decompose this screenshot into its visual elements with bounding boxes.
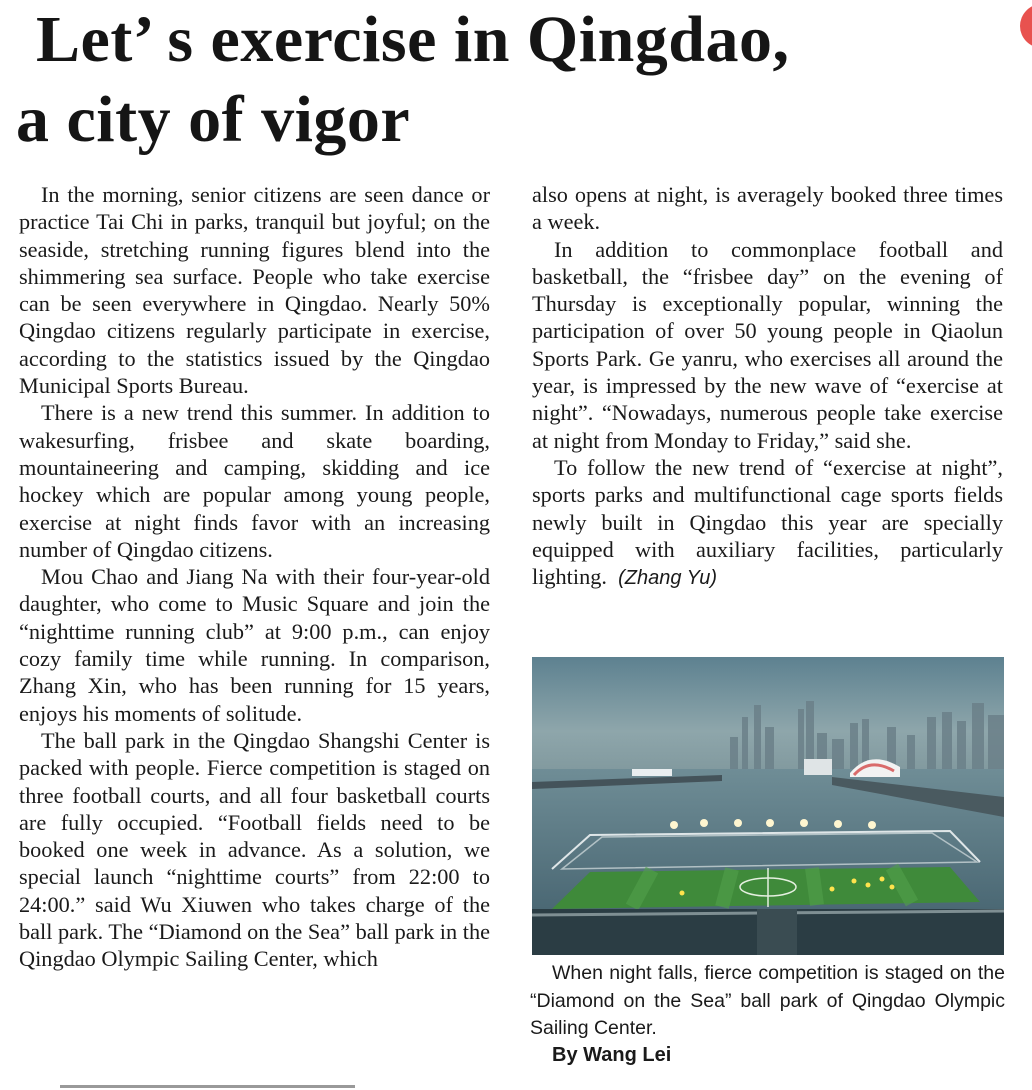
paragraph-follow-trend	[532, 454, 1003, 592]
news-photo	[532, 657, 1004, 955]
pitch	[552, 867, 980, 909]
headline-line-2: a city of vigor	[16, 83, 411, 156]
follow-trend-text: To follow the new trend of “exercise at night”, sports parks and multifunctional cage sports fields newly built in Qingdao this year are specially equipped with auxiliary facilities, particularly lighting.	[532, 454, 1003, 590]
paragraph-morning: In the morning, senior citizens are seen dance or practice Tai Chi in parks, tranquil but joyful; on the seaside, stretching running figures blend into the shimmering sea surface. People who take exercise can be seen everywhere in Qingdao. Nearly 50% Qingdao citizens regularly participate in exercise, according to the statistics issued by the Qingdao Municipal Sports Bureau.	[19, 182, 490, 399]
headline-line-1: Let’ s exercise in Qingdao,	[36, 3, 790, 76]
headline	[16, 0, 1006, 160]
paragraph-continuation: also opens at night, is averagely booked three times a week.	[532, 182, 1003, 235]
article-author: (Zhang Yu)	[618, 567, 718, 590]
article-right-column	[532, 181, 1003, 592]
photo-caption: When night falls, fierce competition is staged on the “Diamond on the Sea” ball park of Qingdao Olympic Sailing Center.	[530, 962, 1005, 1039]
photo-illustration	[532, 657, 1004, 955]
article-left-column	[19, 181, 490, 973]
bottom-rule	[60, 1085, 355, 1088]
photo-credit: By Wang Lei	[552, 1044, 672, 1066]
paragraph-running-club: Mou Chao and Jiang Na with their four-year-old daughter, who come to Music Square and join the “nighttime running club” at 9:00 p.m., can enjoy cozy family time while running. In comparison, Zhang Xin, who has been running for 15 years, enjoys his moments of solitude.	[19, 564, 490, 726]
paragraph-new-trend: There is a new trend this summer. In addition to wakesurfing, frisbee and skate boarding, mountaineering and camping, skidding and ice hockey which are popular among young people, exercise at night finds favor with an increasing number of Qingdao citizens.	[19, 400, 490, 562]
boat	[632, 769, 672, 776]
corner-color-mark	[1020, 4, 1032, 48]
paragraph-frisbee-day: In addition to commonplace football and basketball, the “frisbee day” on the evening of Thursday is exceptionally popular, winning the participation of over 50 young people in Qiaolun Sports Park. Ge yanru, who exercises all around the year, is impressed by the new wave of “exercise at night”. “Nowadays, numerous people take exercise at night from Monday to Friday,” said she.	[532, 236, 1003, 453]
paragraph-ball-park: The ball park in the Qingdao Shangshi Center is packed with people. Fierce competition is staged on three football courts, and all four basketball courts are fully occupied. “Football fields need to be booked one week in advance. As a solution, we special launch “nighttime courts” from 22:00 to 24:00.” said Wu Xiuwen who takes charge of the ball park. The “Diamond on the Sea” ball park in the Qingdao Olympic Sailing Center, which	[19, 727, 490, 972]
